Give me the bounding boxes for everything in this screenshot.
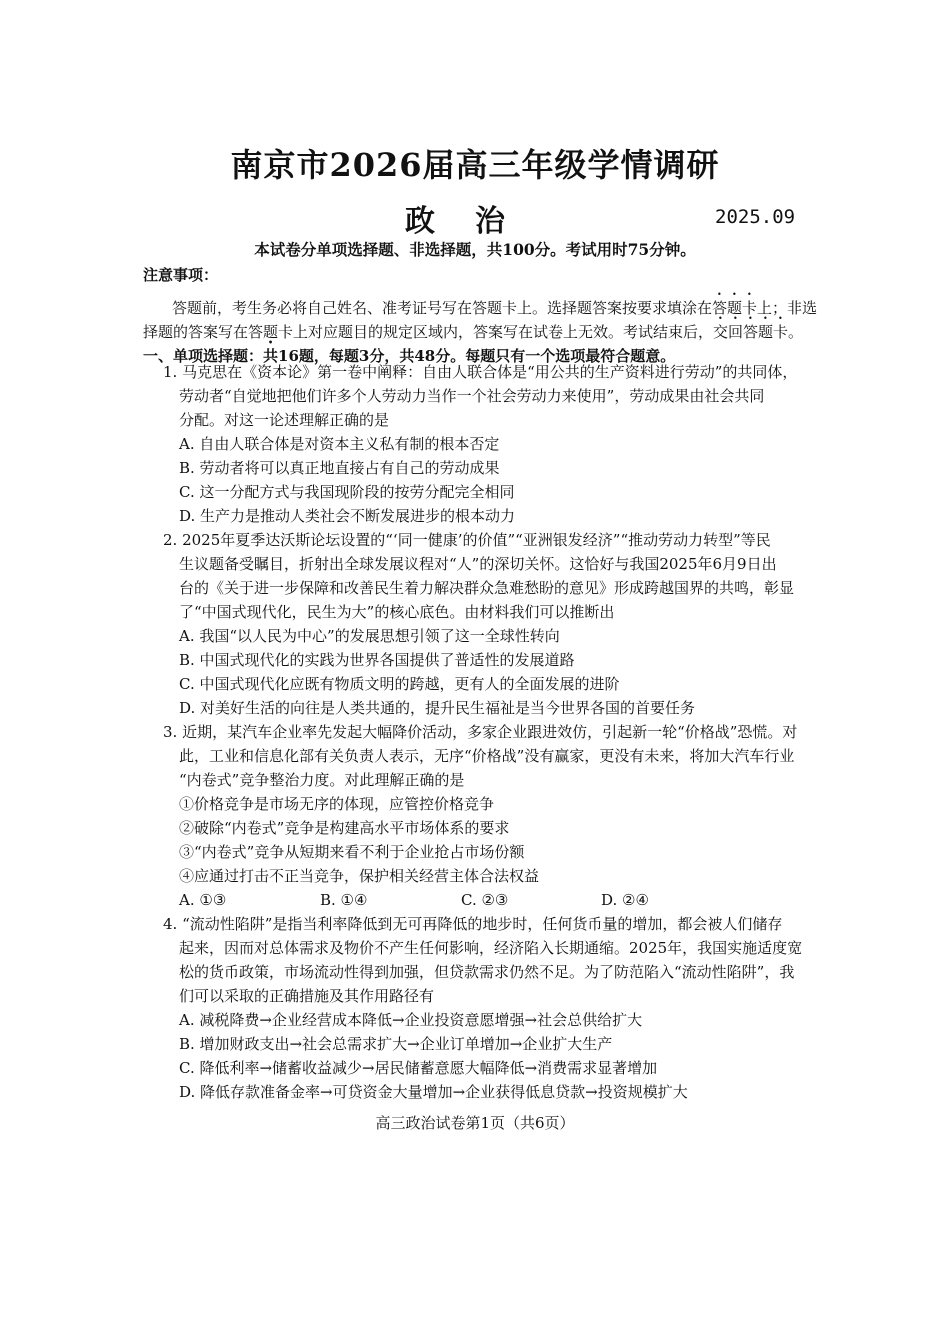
q3-stem-line: “内卷式”竞争整治力度。对此理解正确的是 <box>179 771 465 789</box>
q1-stem-line: 1. 马克思在《资本论》第一卷中阐释：自由人联合体是“用公共的生产资料进行劳动”的共同体， <box>163 363 798 381</box>
exam-date: 2025.09 <box>715 206 796 228</box>
notice-text: 答题前，考生务必将自己姓名、准考证号写在答题卡上。选择题答案按要求填涂在 <box>172 299 713 317</box>
q3-statement: ①价格竞争是市场无序的体现，应管控价格竞争 <box>179 795 495 813</box>
q2-option-b: B. 中国式现代化的实践为世界各国提供了普适性的发展道路 <box>179 651 575 669</box>
q4-option-d: D. 降低存款准备金率→可贷资金大量增加→企业获得低息贷款→投资规模扩大 <box>179 1083 688 1101</box>
notice-emphasis: 交回答题卡 <box>713 323 789 341</box>
q1-option-d: D. 生产力是推动人类社会不断发展进步的根本动力 <box>179 507 516 525</box>
q2-option-c: C. 中国式现代化应既有物质文明的跨越，更有人的全面发展的进阶 <box>179 675 620 693</box>
q3-stem-line: 3. 近期，某汽车企业率先发起大幅降价活动，多家企业跟进效仿，引起新一轮“价格战”恐慌。对 <box>163 723 798 741</box>
q3-statement: ③“内卷式”竞争从短期来看不利于企业抢占市场份额 <box>179 843 525 861</box>
notice-text: 上；非选 <box>757 299 818 317</box>
q3-option-d: D. ②④ <box>601 891 649 909</box>
q1-option-c: C. 这一分配方式与我国现阶段的按劳分配完全相同 <box>179 483 515 501</box>
section-rule: 16题，每题3分，共48分。每题只有一个选项最符合题意。 <box>278 347 676 365</box>
q4-stem-line: 松的货币政策，市场流动性得到加强，但贷款需求仍然不足。为了防范陷入“流动性陷阱”，我 <box>179 963 795 981</box>
q1-stem-line: 分配。对这一论述理解正确的是 <box>179 411 390 429</box>
q1-option-b: B. 劳动者将可以真正地直接占有自己的劳动成果 <box>179 459 500 477</box>
q2-stem-line: 2. 2025年夏季达沃斯论坛设置的“‘同一健康’的价值”“亚洲银发经济”“推动劳动力转型”等民 <box>163 531 771 549</box>
q1-stem-line: 劳动者“自觉地把他们许多个人劳动力当作一个社会劳动力来使用”，劳动成果由社会共同 <box>179 387 765 405</box>
q3-statement: ②破除“内卷式”竞争是构建高水平市场体系的要求 <box>179 819 510 837</box>
q3-stem-line: 此，工业和信息化部有关负责人表示，无序“价格战”没有赢家，更没有未来，将加大汽车行业 <box>179 747 795 765</box>
q4-option-b: B. 增加财政支出→社会总需求扩大→企业订单增加→企业扩大生产 <box>179 1035 613 1053</box>
q4-stem-line: 4. “流动性陷阱”是指当利率降低到无可再降低的地步时，任何货币量的增加，都会被人们储存 <box>163 915 783 933</box>
q2-stem-line: 台的《关于进一步保障和改善民生着力解决群众急难愁盼的意见》形成跨越国界的共鸣，彰显 <box>179 579 795 597</box>
subject-title: 政治 <box>405 204 545 239</box>
exam-title: 南京市2026届高三年级学情调研 <box>230 146 720 184</box>
page-footer: 高三政治试卷第1页（共6页） <box>375 1114 575 1132</box>
q4-stem-line: 们可以采取的正确措施及其作用路径有 <box>179 987 435 1005</box>
notice-text: 择题的答案写在答题卡上对应题目的规定区域内，答案写在试卷上无效。考试结束后， <box>143 323 714 341</box>
q3-option-c: C. ②③ <box>461 891 509 909</box>
q3-option-a: A. ①③ <box>179 891 227 909</box>
notice-heading: 注意事项： <box>143 266 219 284</box>
q4-option-a: A. 减税降费→企业经营成本降低→企业投资意愿增强→社会总供给扩大 <box>179 1011 643 1029</box>
q3-statement: ④应通过打击不正当竞争，保护相关经营主体合法权益 <box>179 867 540 885</box>
exam-intro: 本试卷分单项选择题、非选择题，共100分。考试用时75分钟。 <box>254 240 696 259</box>
q1-option-a: A. 自由人联合体是对资本主义私有制的根本否定 <box>179 435 500 453</box>
notice-emphasis: 答题卡 <box>712 299 758 317</box>
q2-stem-line: 了“中国式现代化，民生为大”的核心底色。由材料我们可以推断出 <box>179 603 615 621</box>
q2-stem-line: 生议题备受瞩目，折射出全球发展议程对“人”的深切关怀。这恰好与我国2025年6月9日出 <box>179 555 777 573</box>
section-label: 一、单项选择题： <box>143 347 264 365</box>
notice-text: 。 <box>788 323 804 341</box>
q4-option-c: C. 降低利率→储蓄收益减少→居民储蓄意愿大幅降低→消费需求显著增加 <box>179 1059 658 1077</box>
section-emphasis: 共 <box>263 347 279 365</box>
q2-option-d: D. 对美好生活的向往是人类共通的，提升民生福祉是当今世界各国的首要任务 <box>179 699 696 717</box>
q2-option-a: A. 我国“以人民为中心”的发展思想引领了这一全球性转向 <box>179 627 560 645</box>
q3-option-b: B. ①④ <box>320 891 368 909</box>
q4-stem-line: 起来，因而对总体需求及物价不产生任何影响，经济陷入长期通缩。2025年，我国实施适度宽 <box>179 939 803 957</box>
